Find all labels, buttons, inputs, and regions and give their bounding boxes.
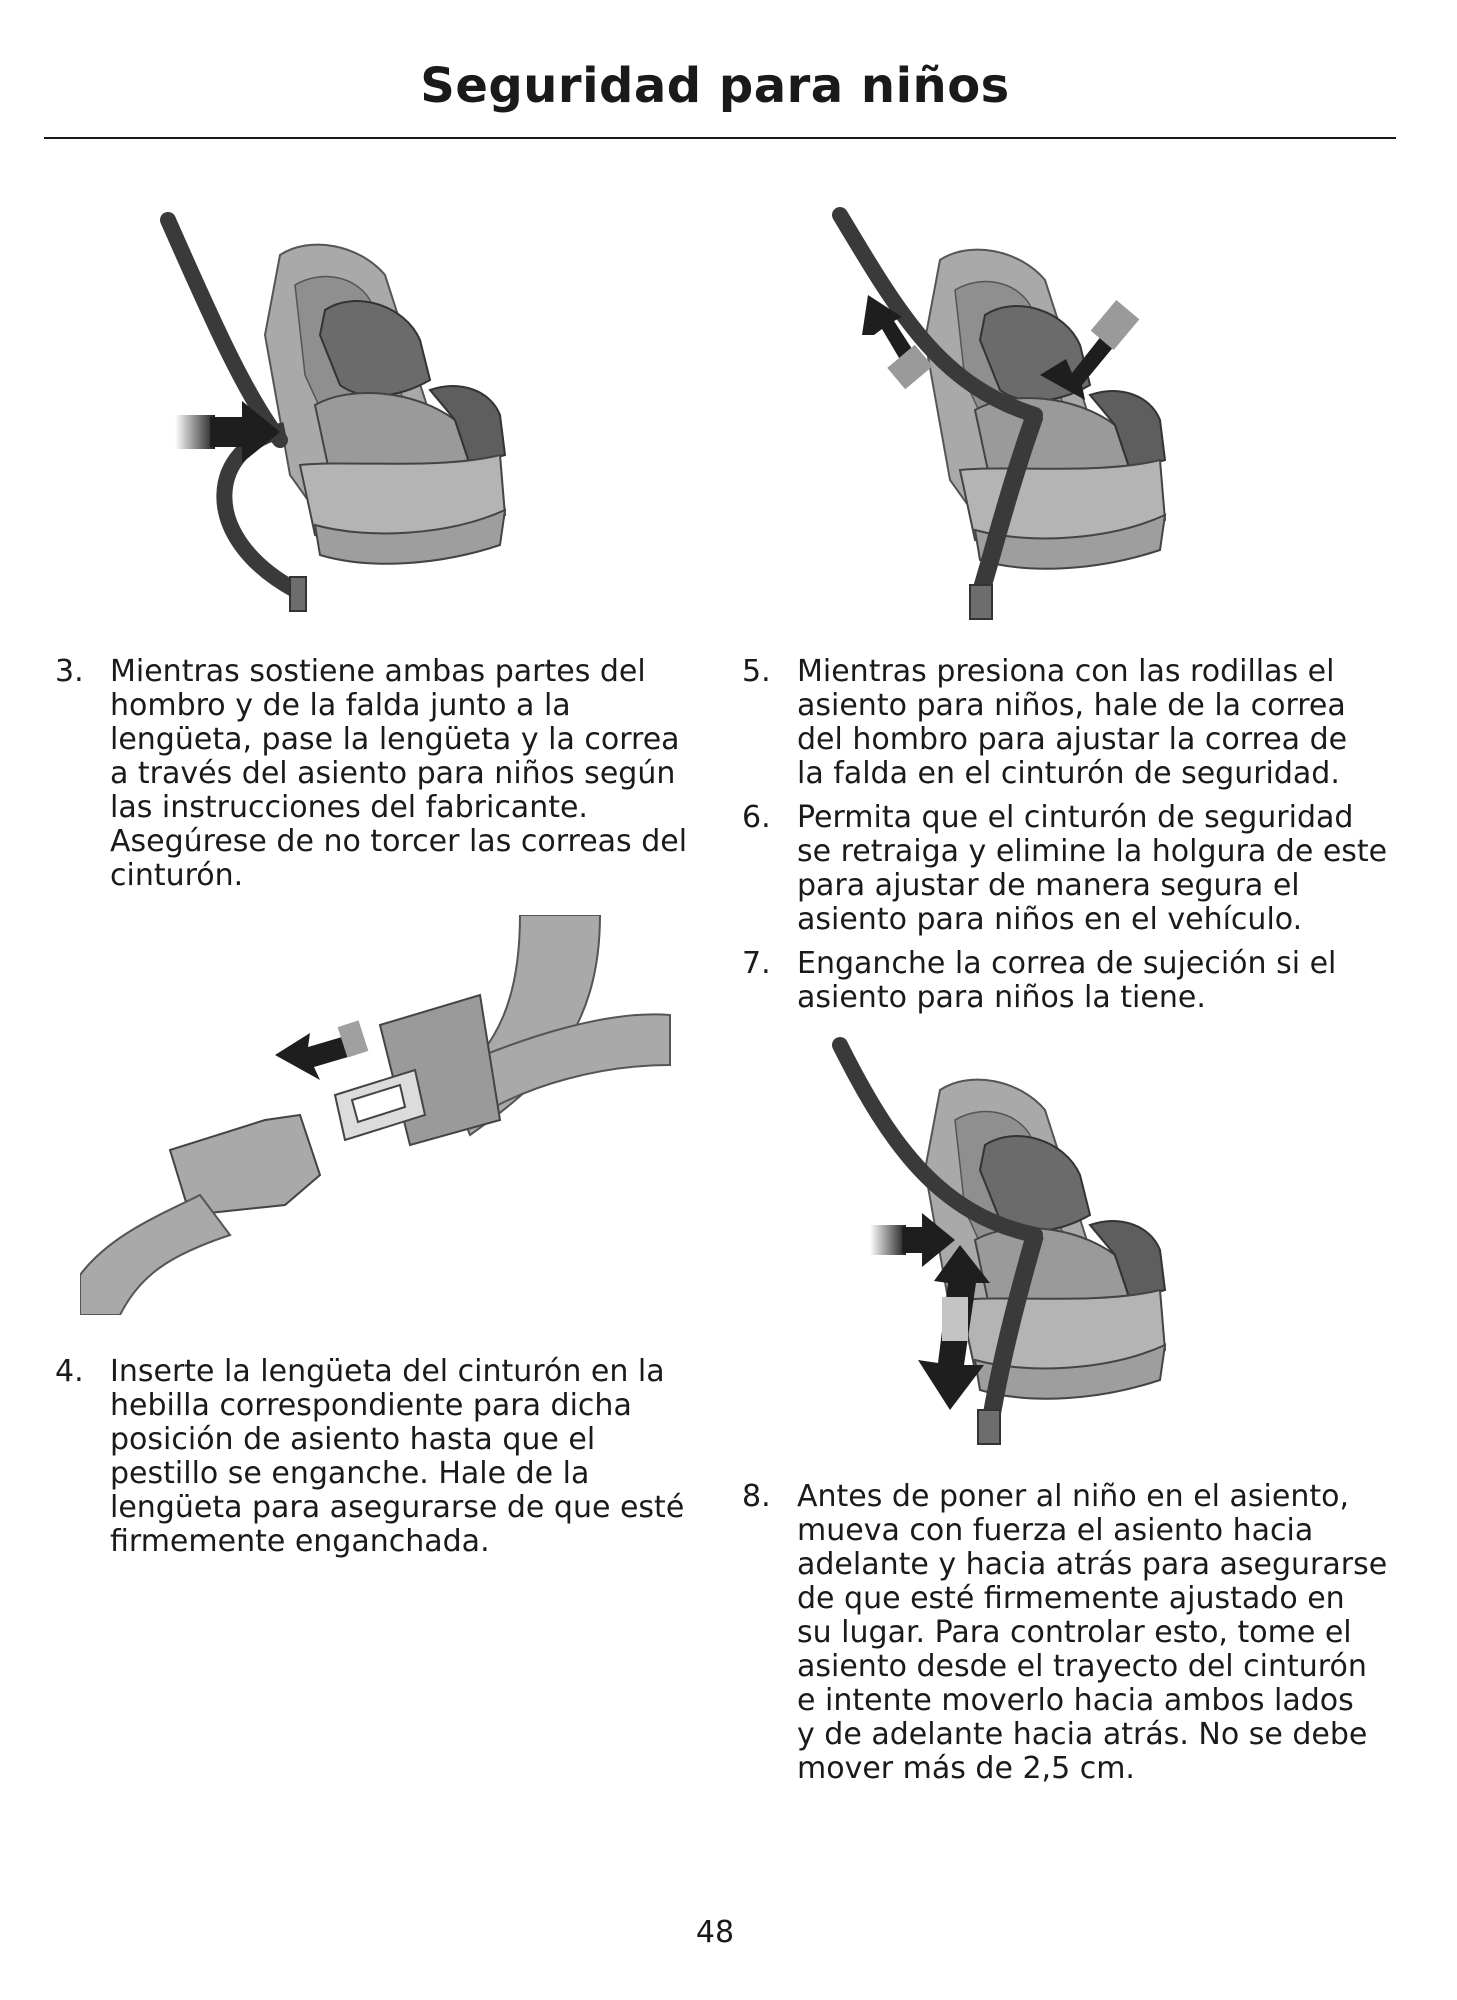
step-text: Permita que el cinturón de seguridad se retraiga y elimine la holgura de este para ajustar de manera segura el asiento para niños en el vehículo. — [797, 800, 1388, 937]
figure-press-and-pull — [830, 205, 1230, 625]
step-text: Antes de poner al niño en el asiento, mueva con fuerza el asiento hacia adelante y hacia atrás para asegurarse de que esté firmemente ajustado en su lugar. Para controlar esto, tome el asiento desde el trayecto del cinturón e intente moverlo hacia ambos lados y de adelante hacia atrás. No se debe mover más de 2,5 cm. — [797, 1479, 1388, 1786]
page-title: Seguridad para niños — [420, 58, 1010, 114]
step-number: 8. — [742, 1479, 771, 1514]
step-text: Mientras presiona con las rodillas el asiento para niños, hale de la correa del hombro para ajustar la correa de la falda en el cinturón de seguridad. — [797, 654, 1348, 791]
figure-belt-routing — [150, 205, 550, 625]
step-number: 3. — [55, 654, 84, 689]
step-number: 6. — [742, 800, 771, 835]
step-text: Inserte la lengüeta del cinturón en la hebilla correspondiente para dicha posición de asiento hasta que el pestillo se enganche. Hale de la lengüeta para asegurarse de que esté firmemente enganchada. — [110, 1354, 685, 1559]
figure-buckle-insert — [80, 915, 680, 1315]
title-divider — [44, 137, 1396, 139]
step-number: 4. — [55, 1354, 84, 1389]
figure-check-seat — [830, 1035, 1230, 1455]
insert-arrow-icon — [275, 1020, 368, 1080]
step-text: Mientras sostiene ambas partes del hombro y de la falda junto a la lengüeta, pase la lengüeta y la correa a través del asiento para niños según las instrucciones del fabricante. Asegúrese de no torcer las correas del cinturón. — [110, 654, 688, 893]
step-text: Enganche la correa de sujeción si el asiento para niños la tiene. — [797, 946, 1337, 1015]
step-number: 7. — [742, 946, 771, 981]
page-number: 48 — [695, 1915, 735, 1950]
step-number: 5. — [742, 654, 771, 689]
